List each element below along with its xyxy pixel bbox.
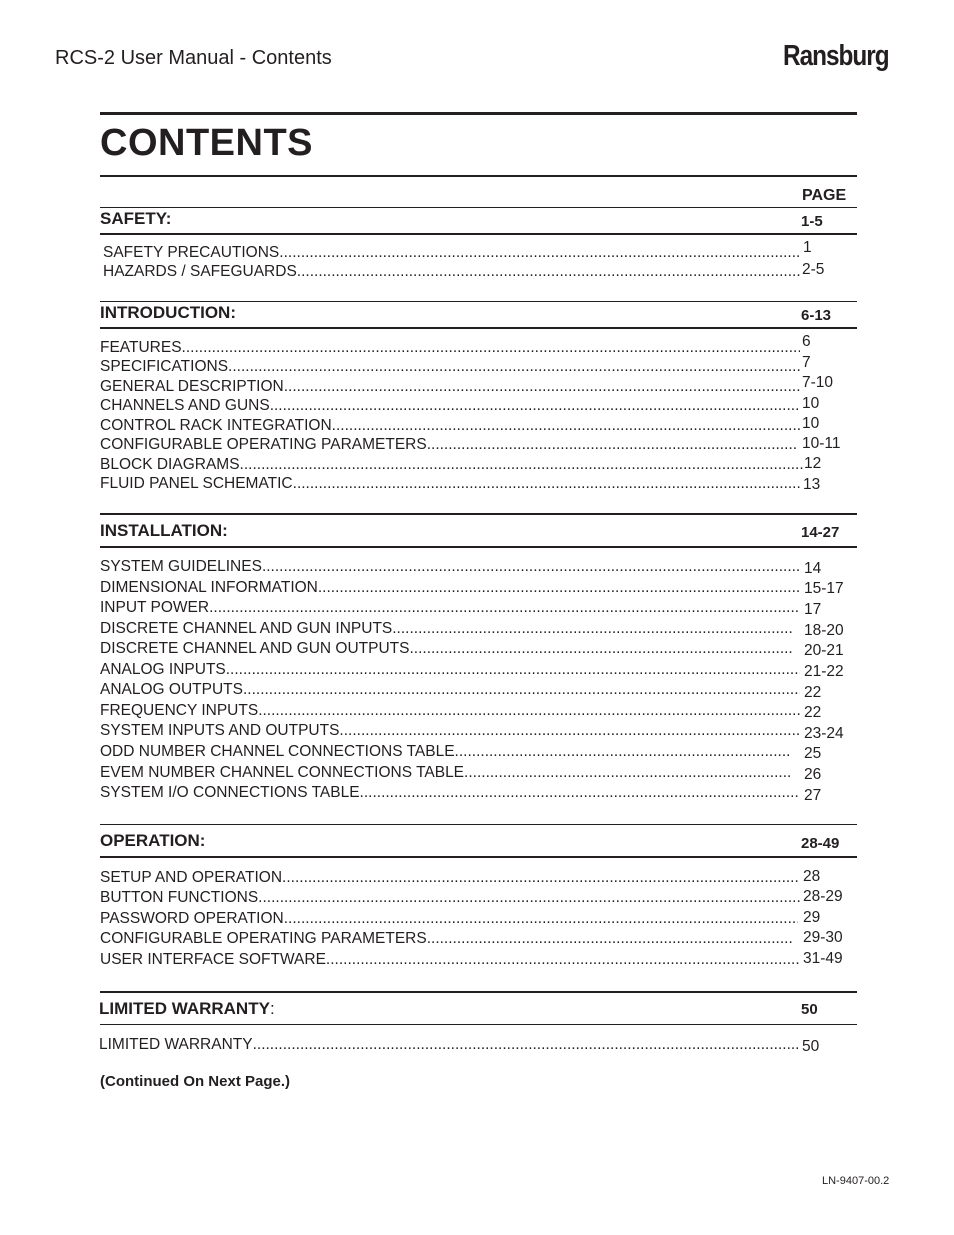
toc-entry-page: 10 (802, 415, 820, 432)
toc-entry-page: 6 (802, 333, 811, 350)
section-range-operation: 28-49 (801, 835, 840, 852)
toc-entry-page: 50 (802, 1038, 820, 1055)
document-number: LN-9407-00.2 (822, 1175, 890, 1187)
toc-entry-page: 28 (803, 868, 821, 885)
section-title-limited-warranty: LIMITED WARRANTY: (99, 999, 275, 1018)
toc-entry: INPUT POWER ..... (100, 597, 800, 617)
toc-entry: SYSTEM GUIDELINES ..... (100, 556, 800, 576)
toc-entry-page: 31-49 (803, 950, 843, 967)
toc-entry: PASSWORD OPERATION ..... (100, 908, 798, 928)
toc-entry-page: 22 (804, 684, 822, 701)
section-bottom-rule (100, 1024, 857, 1025)
toc-entry: USER INTERFACE SOFTWARE ..... (100, 949, 800, 969)
toc-entry: SETUP AND OPERATION ..... (100, 867, 800, 887)
toc-entry: EVEM NUMBER CHANNEL CONNECTIONS TABLE ..... (100, 762, 792, 782)
toc-entry-page: 26 (804, 766, 822, 783)
toc-entry: SPECIFICATIONS ..... (100, 356, 800, 376)
section-range-limited-warranty: 50 (801, 1001, 818, 1018)
toc-entry: LIMITED WARRANTY ..... (99, 1034, 799, 1054)
toc-entry-page: 28-29 (803, 888, 843, 905)
toc-entry: DIMENSIONAL INFORMATION ..... (100, 577, 800, 597)
toc-entry: ANALOG OUTPUTS ..... (100, 679, 800, 699)
toc-entry-page: 7-10 (802, 374, 834, 391)
section-title-operation: OPERATION: (100, 831, 206, 850)
section-top-rule (100, 301, 857, 302)
toc-entry: ODD NUMBER CHANNEL CONNECTIONS TABLE ..... (100, 741, 790, 761)
toc-entry: GENERAL DESCRIPTION ..... (100, 376, 800, 396)
toc-entry-page: 2-5 (802, 261, 825, 278)
toc-entry-page: 21-22 (804, 663, 844, 680)
toc-entry-page: 12 (804, 455, 822, 472)
toc-entry-page: 13 (803, 476, 821, 493)
title-rule (100, 175, 857, 177)
toc-entry-page: 25 (804, 745, 822, 762)
section-title-safety: SAFETY: (100, 209, 172, 228)
toc-entry: CONTROL RACK INTEGRATION ..... (100, 415, 800, 435)
section-range-safety: 1-5 (801, 213, 823, 230)
toc-entry: BLOCK DIAGRAMS ..... (100, 454, 804, 474)
toc-entry-page: 29 (803, 909, 821, 926)
section-title-introduction: INTRODUCTION: (100, 303, 236, 322)
section-bottom-rule (100, 546, 857, 548)
page-title: CONTENTS (100, 122, 313, 164)
toc-entry-page: 27 (804, 787, 822, 804)
toc-entry-page: 1 (803, 239, 812, 256)
section-top-rule (100, 513, 857, 515)
toc-entry: FREQUENCY INPUTS ..... (100, 700, 800, 720)
toc-entry: CHANNELS AND GUNS ..... (100, 395, 800, 415)
toc-entry: FLUID PANEL SCHEMATIC ..... (100, 473, 802, 493)
toc-entry: SYSTEM I/O CONNECTIONS TABLE ..... (100, 782, 800, 802)
toc-entry-page: 18-20 (804, 622, 844, 639)
toc-entry-page: 20-21 (804, 642, 844, 659)
toc-entry: SYSTEM INPUTS AND OUTPUTS ..... (100, 720, 800, 740)
header-rule (100, 112, 857, 115)
page-column-label: PAGE (802, 187, 847, 204)
toc-entry-page: 10 (802, 395, 820, 412)
section-bottom-rule (100, 327, 857, 329)
section-range-introduction: 6-13 (801, 307, 832, 324)
section-bottom-rule (100, 856, 857, 858)
toc-entry: FEATURES ..... (100, 337, 800, 357)
toc-entry-page: 22 (804, 704, 822, 721)
section-bottom-rule (100, 233, 857, 235)
continued-note: (Continued On Next Page.) (100, 1073, 291, 1090)
toc-entry: DISCRETE CHANNEL AND GUN OUTPUTS ..... (100, 638, 794, 658)
toc-entry: BUTTON FUNCTIONS ..... (100, 887, 800, 907)
toc-entry-page: 14 (804, 560, 822, 577)
toc-entry: CONFIGURABLE OPERATING PARAMETERS ..... (100, 434, 796, 454)
toc-entry: ANALOG INPUTS ..... (100, 659, 800, 679)
section-title-installation: INSTALLATION: (100, 521, 228, 540)
section-top-rule (100, 991, 857, 993)
toc-entry-page: 10-11 (802, 435, 841, 452)
toc-entry-page: 7 (802, 354, 811, 371)
toc-entry: CONFIGURABLE OPERATING PARAMETERS ..... (100, 928, 794, 948)
brand-logo: Ransburg (783, 40, 889, 72)
section-top-rule (100, 824, 857, 825)
toc-entry-page: 23-24 (804, 725, 844, 742)
toc-entry-page: 29-30 (803, 929, 843, 946)
toc-entry: HAZARDS / SAFEGUARDS ..... (103, 261, 800, 281)
section-top-rule (100, 207, 857, 208)
running-header-title: RCS-2 User Manual - Contents (55, 47, 332, 69)
toc-entry-page: 15-17 (804, 580, 844, 597)
section-range-installation: 14-27 (801, 524, 840, 541)
toc-entry: SAFETY PRECAUTIONS ..... (103, 242, 800, 262)
toc-entry: DISCRETE CHANNEL AND GUN INPUTS ..... (100, 618, 794, 638)
toc-entry-page: 17 (804, 601, 822, 618)
